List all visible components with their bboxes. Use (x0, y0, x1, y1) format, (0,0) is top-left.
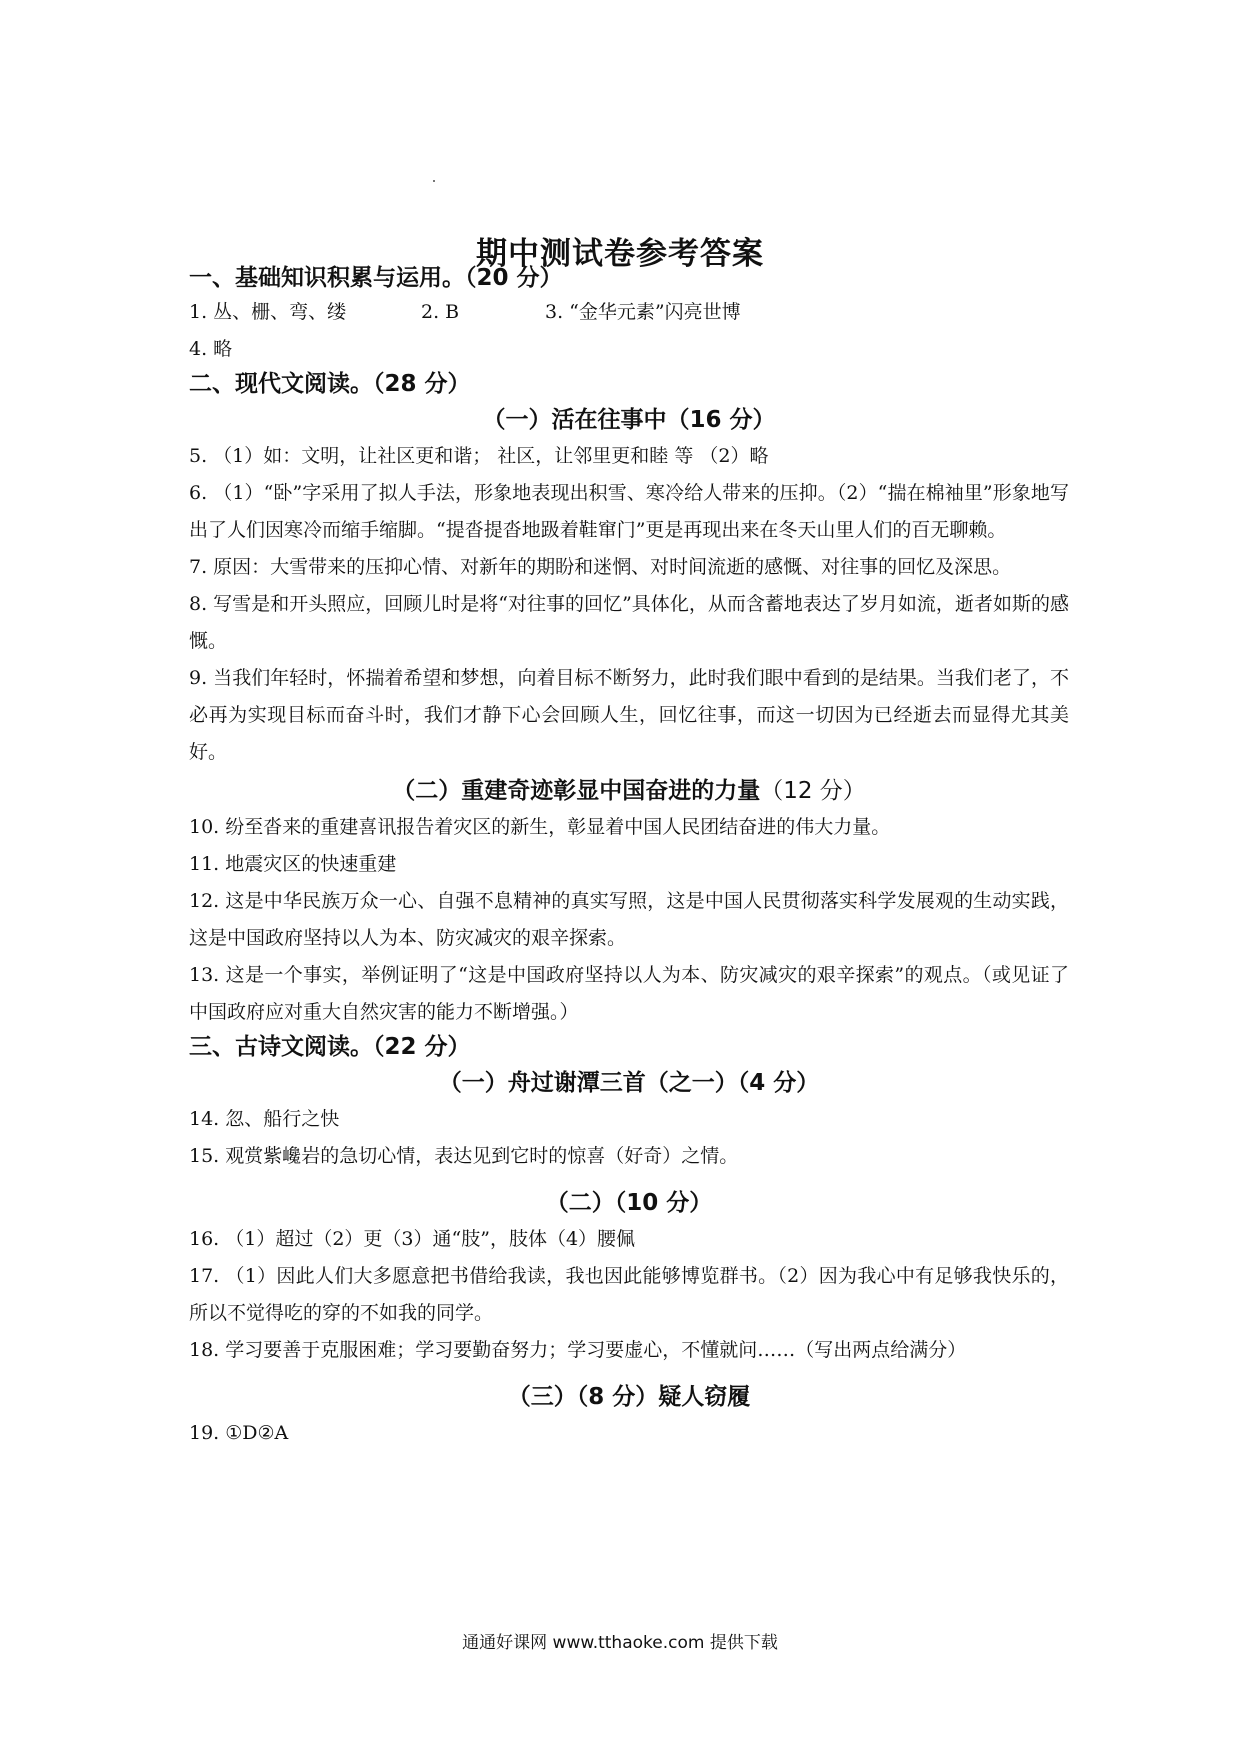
answer-10: 10. 纷至沓来的重建喜讯报告着灾区的新生，彰显着中国人民团结奋进的伟大力量。 (189, 816, 891, 838)
subsection-heading-3-3: （三）（8 分）疑人窃履 (507, 1384, 751, 1410)
answer-1: 1. 丛、栅、弯、缕 (189, 301, 347, 323)
section-heading-3: 三、古诗文阅读。（22 分） (189, 1034, 471, 1060)
subsection-heading-2-2 (189, 773, 1069, 809)
answer-13: 13. 这是一个事实，举例证明了“这是中国政府坚持以人为本、防灾减灾的艰辛探索”的观点。（或见证了中国政府应对重大自然灾害的能力不断增强。） (189, 964, 1069, 1023)
page-title: 期中测试卷参考答案 (476, 236, 764, 272)
page-footer: 通通好课网 www.tthaoke.com 提供下载 (462, 1633, 778, 1653)
answer-7: 7. 原因：大雪带来的压抑心情、对新年的期盼和迷惘、对时间流逝的感慨、对往事的回忆及深思。 (189, 556, 1012, 578)
answer-2: 2. B (421, 301, 460, 323)
answer-9: 9. 当我们年轻时，怀揣着希望和梦想，向着目标不断努力，此时我们眼中看到的是结果。当我们老了，不必再为实现目标而奋斗时，我们才静下心会回顾人生，回忆往事，而这一切因为已经逝去而显得尤其美好。 (189, 667, 1069, 763)
answer-content (189, 262, 1069, 1452)
answer-15: 15. 观赏紫巉岩的急切心情，表达见到它时的惊喜（好奇）之情。 (189, 1145, 739, 1167)
subsection-title: （二）重建奇迹彰显中国奋进的力量 (392, 778, 761, 804)
answer-14: 14. 忽、船行之快 (189, 1108, 340, 1130)
scan-speck (433, 180, 435, 182)
answer-17: 17. （1）因此人们大多愿意把书借给我读，我也因此能够博览群书。（2）因为我心中有足够我快乐的，所以不觉得吃的穿的不如我的同学。 (189, 1265, 1069, 1324)
answer-6: 6. （1）“卧”字采用了拟人手法，形象地表现出积雪、寒冷给人带来的压抑。（2）“揣在棉袖里”形象地写出了人们因寒冷而缩手缩脚。“提沓提沓地趿着鞋窜门”更是再现出来在冬天山里人们的百无聊赖。 (189, 482, 1069, 541)
answer-16: 16. （1）超过（2）更（3）通“肢”，肢体（4）腰佩 (189, 1228, 636, 1250)
answer-row-1-3 (189, 294, 1069, 331)
answer-18: 18. 学习要善于克服困难；学习要勤奋努力；学习要虚心，不懂就问……（写出两点给满分） (189, 1339, 967, 1361)
answer-8: 8. 写雪是和开头照应，回顾儿时是将“对往事的回忆”具体化，从而含蓄地表达了岁月如流，逝者如斯的感慨。 (189, 593, 1069, 652)
subsection-heading-3-2: （二）（10 分） (545, 1190, 713, 1216)
subsection-heading-2-1: （一）活在往事中（16 分） (482, 407, 776, 433)
answer-12: 12. 这是中华民族万众一心、自强不息精神的真实写照，这是中国人民贯彻落实科学发展观的生动实践，这是中国政府坚持以人为本、防灾减灾的艰辛探索。 (189, 890, 1069, 949)
answer-11: 11. 地震灾区的快速重建 (189, 853, 397, 875)
subsection-heading-3-1: （一）舟过谢潭三首（之一）（4 分） (438, 1070, 820, 1096)
answer-3: 3. “金华元素”闪亮世博 (545, 301, 741, 323)
spacer (189, 1369, 1069, 1377)
spacer (189, 1175, 1069, 1183)
answer-19: 19. ①D②A (189, 1422, 289, 1444)
subsection-score: （12 分） (760, 778, 866, 804)
section-heading-1: 一、基础知识积累与运用。（20 分） (189, 265, 563, 291)
answer-4: 4. 略 (189, 338, 233, 360)
answer-5: 5. （1）如：文明，让社区更和谐； 社区，让邻里更和睦 等 （2）略 (189, 445, 769, 467)
section-heading-2: 二、现代文阅读。（28 分） (189, 371, 471, 397)
